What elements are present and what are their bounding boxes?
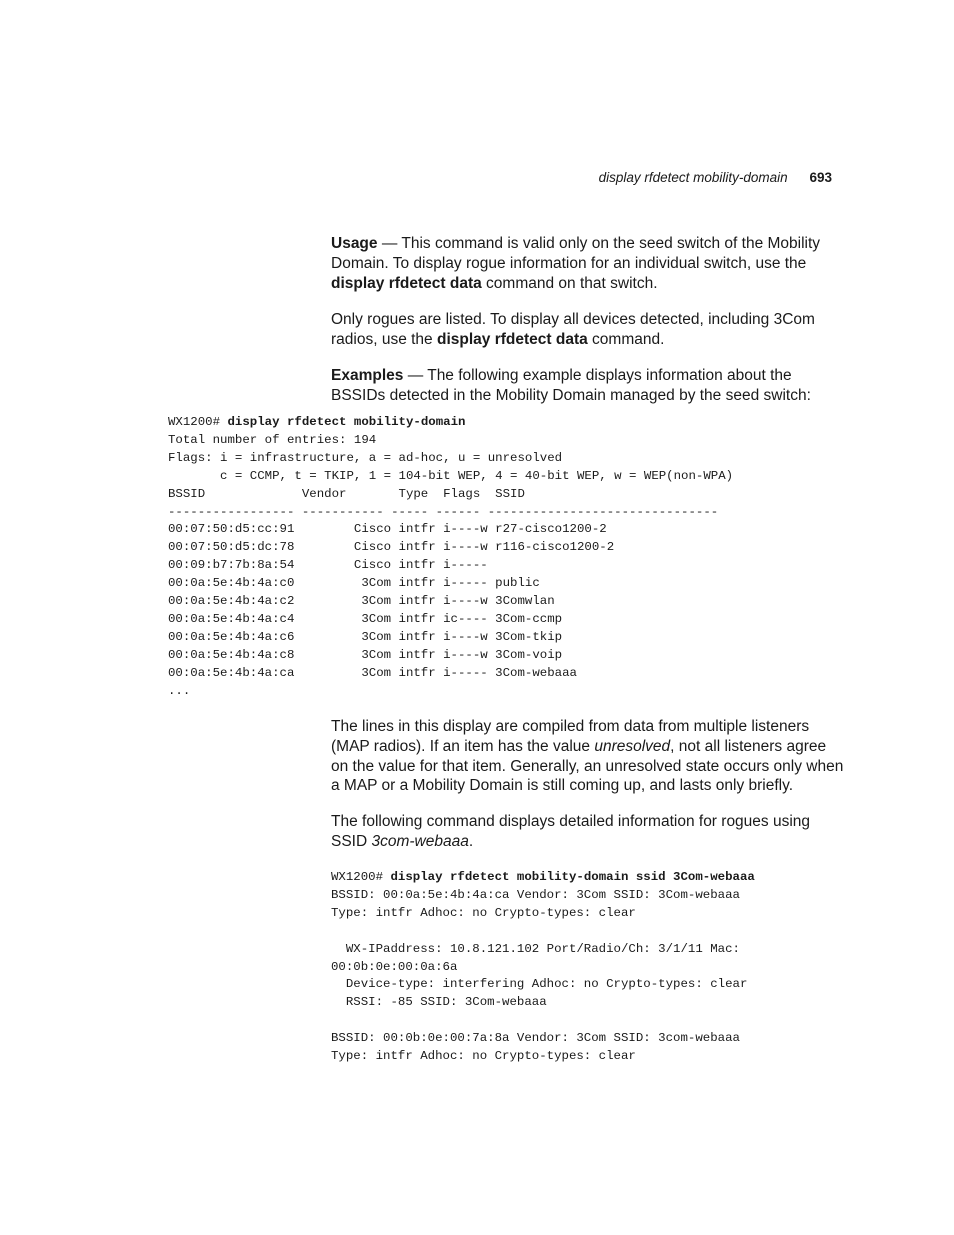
example-2-command: display rfdetect mobility-domain ssid 3Com-webaaa xyxy=(390,870,755,884)
running-title: display rfdetect mobility-domain xyxy=(598,170,788,185)
ssid-note-text-1: The following command displays detailed information for rogues using SSID xyxy=(331,813,811,850)
examples-text: — The following example displays information about the BSSIDs detected in the Mobility Domain managed by the seed switch: xyxy=(331,367,811,404)
ssid-note-text-2: . xyxy=(468,832,474,850)
rogues-note-text-1: Only rogues are listed. To display all devices detected, including 3Com radios, use the xyxy=(331,311,815,348)
usage-command: display rfdetect data xyxy=(331,274,482,292)
listeners-note-text-2: , not all listeners agree on the value for that item. Generally, an unresolved state occurs only when a MAP or a Mobility Domain is still coming up, and lasts only briefly. xyxy=(331,737,844,795)
example-1-prompt: WX1200# xyxy=(168,415,228,429)
usage-paragraph xyxy=(331,234,846,293)
usage-text-1: — This command is valid only on the seed switch of the Mobility Domain. To display rogue information for an individual switch, use the xyxy=(331,235,821,272)
listeners-note-text-1: The lines in this display are compiled from data from multiple listeners (MAP radios). If an item has the value xyxy=(331,718,810,755)
rogues-note-text-2: command. xyxy=(587,330,665,348)
rogues-note-command: display rfdetect data xyxy=(436,330,588,348)
example-1-output: Total number of entries: 194 Flags: i = infrastructure, a = ad-hoc, u = unresolved c = CCMP, t = TKIP, 1 = 104-bit WEP, 4 = 40-bit WEP, w = WEP(non-WPA) BSSID Vendor Type Flags SSID ----------------- ----------- ----- ------ ------------------------------- 00:07:50:d5:cc:91 Cisco intfr i----w r27-cisco1200-2 00:07:50:d5:dc:78 Cisco intfr i----w r116-cisco1200-2 00:09:b7:7b:8a:54 Cisco intfr i----- 00:0a:5e:4b:4a:c0 3Com intfr i----- public 00:0a:5e:4b:4a:c2 3Com intfr i----w 3Comwlan 00:0a:5e:4b:4a:c4 3Com intfr ic---- 3Com-ccmp 00:0a:5e:4b:4a:c6 3Com intfr i----w 3Com-tkip 00:0a:5e:4b:4a:c8 3Com intfr i----w 3Com-voip 00:0a:5e:4b:4a:ca 3Com intfr i----- 3Com-webaaa ... xyxy=(168,432,734,698)
example-2-prompt: WX1200# xyxy=(331,870,391,884)
ssid-note-paragraph xyxy=(331,812,846,852)
usage-label: Usage xyxy=(331,235,378,252)
example-1-code-block xyxy=(168,414,733,701)
example-1-command: display rfdetect mobility-domain xyxy=(227,415,466,429)
page-number: 693 xyxy=(809,170,832,185)
example-2-output: BSSID: 00:0a:5e:4b:4a:ca Vendor: 3Com SSID: 3Com-webaaa Type: intfr Adhoc: no Crypto-types: clear WX-IPaddress: 10.8.121.102 Port/Radio/Ch: 3/1/11 Mac: 00:0b:0e:00:0a:6a Device-type: interfering Adhoc: no Crypto-types: clear RSSI: -85 SSID: 3Com-webaaa BSSID: 00:0b:0e:00:7a:8a Vendor: 3Com SSID: 3com-webaaa Type: intfr Adhoc: no Crypto-types: clear xyxy=(331,887,748,1064)
page-header xyxy=(599,170,832,185)
rogues-note-paragraph xyxy=(331,310,846,350)
ssid-note-ssid: 3com-webaaa xyxy=(371,832,469,850)
usage-text-2: command on that switch. xyxy=(481,274,658,292)
examples-paragraph xyxy=(331,366,846,406)
example-2-code-block xyxy=(331,869,755,1066)
listeners-note-paragraph xyxy=(331,717,846,796)
examples-label: Examples xyxy=(331,367,404,384)
listeners-note-value: unresolved xyxy=(594,737,671,755)
